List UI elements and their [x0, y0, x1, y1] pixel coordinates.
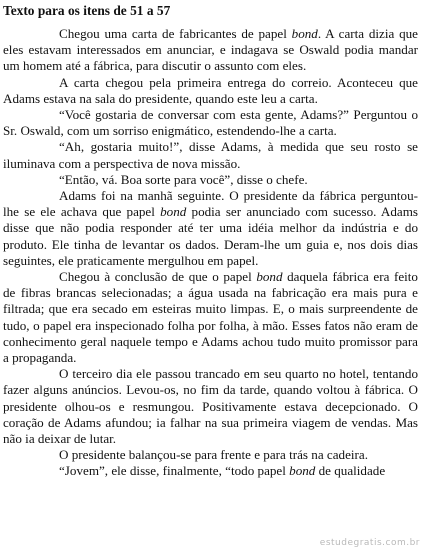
paragraph-text: O presidente balançou-se para frente e para trás na cadeira. [59, 447, 368, 463]
paragraph-text: “Jovem”, ele disse, finalmente, “todo papel [59, 463, 290, 479]
paragraph-text: O terceiro dia ele passou trancado em seu quarto no hotel, tentando fazer alguns anúncios. Levou-os, no fim da tarde, quando voltou à fábrica. O presidente olhou-os e resmungou. Positivamente estava decepcionado. O coração de Adams afundou; ia falhar na sua primeira viagem de vendas. Mas não ia deixar de lutar. [3, 366, 418, 447]
italic-term: bond [160, 204, 187, 220]
paragraph [3, 463, 418, 479]
italic-term: bond [291, 26, 318, 41]
paragraph [3, 139, 418, 171]
paragraph-text: Chegou uma carta de fabricantes de papel [59, 26, 292, 41]
paragraph-text: “Você gostaria de conversar com esta gente, Adams?” Perguntou o Sr. Oswald, com um sorriso enigmático, estendendo-lhe a carta. [3, 107, 418, 139]
paragraph [3, 75, 418, 107]
paragraph [3, 172, 418, 188]
paragraph [3, 366, 418, 447]
paragraph [3, 26, 418, 75]
paragraph-text: de qualidade [315, 463, 386, 479]
paragraph [3, 188, 418, 269]
paragraph [3, 447, 418, 463]
document-page [3, 2, 418, 480]
paragraph-text: daquela fábrica era feito de fibras brancas selecionadas; a água usada na fabricação era mais pura e filtrada; que era secado em esteiras muito limpas. E, o mais surpreendente de tudo, o papel era inspecionado folha por folha, à mão. Esses fatos não eram de conhecimento geral naquele tempo e Adams achou tudo muito promissor para a propaganda. [3, 269, 418, 366]
paragraph-text: A carta chegou pela primeira entrega do correio. Aconteceu que Adams estava na sala do presidente, quando este leu a carta. [3, 74, 418, 106]
watermark: estudegratis.com.br [319, 538, 420, 548]
paragraph-text: . A carta dizia que eles estavam interessados em anunciar, e indagava se Oswald podia mandar um homem até a fábrica, para discutir o assunto com eles. [3, 26, 418, 74]
text-body [3, 26, 418, 480]
italic-term: bond [289, 463, 316, 479]
paragraph-text: “Ah, gostaria muito!”, disse Adams, à medida que seu rosto se iluminava com a perspectiva de nova missão. [3, 139, 418, 171]
paragraph-text: “Então, vá. Boa sorte para você”, disse o chefe. [59, 171, 308, 187]
section-heading: Texto para os itens de 51 a 57 [3, 3, 171, 18]
paragraph [3, 269, 418, 366]
paragraph [3, 107, 418, 139]
paragraph-text: podia ser anunciado com sucesso. Adams disse que não podia responder até ter uma idéia melhor da indústria e do produto. Ele tinha de levantar os dados. Deram-lhe um guia e, nos dois dias seguintes, ele praticamente mergulhou em papel. [3, 204, 418, 268]
paragraph-text: Chegou à conclusão de que o papel [59, 269, 257, 285]
italic-term: bond [256, 269, 283, 285]
paragraph-text: Adams foi na manhã seguinte. O presidente da fábrica perguntou-lhe se ele achava que papel [3, 188, 418, 220]
